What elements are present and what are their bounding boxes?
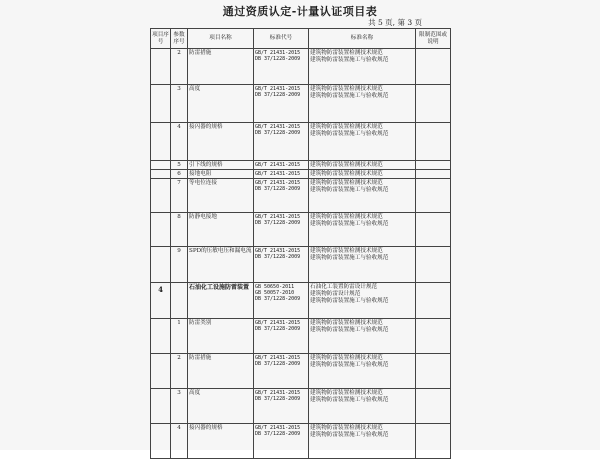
cell-limit xyxy=(416,49,451,85)
cell-param-no xyxy=(171,283,188,319)
std-name-line: 建筑物防雷装置施工与验收规范 xyxy=(310,297,389,304)
std-code-line: GB 50650-2011 xyxy=(255,284,295,290)
cell-std-name xyxy=(309,319,416,354)
cell-std-code xyxy=(254,213,309,247)
header-limit: 限制范围或说明 xyxy=(416,29,451,49)
std-code-line: DB 37/1228-2009 xyxy=(255,431,301,438)
cell-project-no xyxy=(151,389,171,424)
item-name-text: 等电位连接 xyxy=(189,180,217,186)
cell-param-no: 1 xyxy=(171,319,188,354)
std-name-line: 建筑物防雷装置施工与验收规范 xyxy=(310,254,389,261)
cell-limit xyxy=(416,354,451,389)
std-name-line: 建筑物防雷装置检测技术规范 xyxy=(310,390,383,396)
table-row xyxy=(151,213,451,247)
cell-param-no: 5 xyxy=(171,161,188,170)
std-code-line: GB/T 21431-2015 xyxy=(255,214,301,220)
std-code-line: GB/T 21431-2015 xyxy=(255,171,301,177)
std-code-line: GB/T 21431-2015 xyxy=(255,162,301,168)
cell-limit xyxy=(416,85,451,123)
std-code-line: DB 37/1228-2009 xyxy=(255,396,301,403)
std-name-line: 石油化工装置防雷设计规范 xyxy=(310,284,378,290)
cell-project-no xyxy=(151,123,171,161)
std-code-line: GB/T 21431-2015 xyxy=(255,50,301,56)
header-item-name: 项目名称 xyxy=(188,29,254,49)
cell-std-code xyxy=(254,49,309,85)
table-row xyxy=(151,424,451,459)
item-name-text: 引下线的规格 xyxy=(189,162,223,168)
std-code-line: DB 37/1228-2009 xyxy=(255,186,301,193)
cell-limit xyxy=(416,283,451,319)
cell-std-name xyxy=(309,170,416,179)
table-header-row xyxy=(151,29,451,49)
std-name-line: 建筑物防雷装置施工与验收规范 xyxy=(310,56,389,63)
table-row xyxy=(151,389,451,424)
cell-std-name xyxy=(309,123,416,161)
cell-std-name xyxy=(309,179,416,213)
cell-project-no xyxy=(151,161,171,170)
cell-std-name xyxy=(309,283,416,319)
std-name-line: 建筑物防雷装置检测技术规范 xyxy=(310,248,383,254)
std-code-line: GB/T 21431-2015 xyxy=(255,355,301,361)
cell-std-code xyxy=(254,424,309,459)
std-name-line: 建筑物防雷装置检测技术规范 xyxy=(310,355,383,361)
std-code-line: GB/T 21431-2015 xyxy=(255,248,301,254)
table-row xyxy=(151,319,451,354)
header-param-no: 参数序号 xyxy=(171,29,188,49)
cell-std-code xyxy=(254,247,309,283)
item-name-text: 接闪器的规格 xyxy=(189,425,223,431)
table-row xyxy=(151,49,451,85)
table-row xyxy=(151,247,451,283)
table-row xyxy=(151,123,451,161)
cell-item-name xyxy=(188,123,254,161)
item-name-text: SPD的压敏电压和漏电流 xyxy=(189,248,252,254)
std-name-line: 建筑物防雷设计规范 xyxy=(310,290,361,297)
std-code-line: DB 37/1228-2009 xyxy=(255,326,301,333)
std-name-line: 建筑物防雷装置检测技术规范 xyxy=(310,86,383,92)
table-row xyxy=(151,85,451,123)
std-name-line: 建筑物防雷装置施工与验收规范 xyxy=(310,361,389,368)
cell-item-name xyxy=(188,179,254,213)
std-code-line: GB/T 21431-2015 xyxy=(255,425,301,431)
cell-project-no xyxy=(151,354,171,389)
std-name-line: 建筑物防雷装置施工与验收规范 xyxy=(310,186,389,193)
std-code-line: GB/T 21431-2015 xyxy=(255,320,301,326)
cell-std-name xyxy=(309,213,416,247)
cell-std-code xyxy=(254,389,309,424)
std-name-line: 建筑物防雷装置检测技术规范 xyxy=(310,124,383,130)
item-name-text: 防雷措施 xyxy=(189,355,212,361)
cell-param-no: 4 xyxy=(171,424,188,459)
cell-item-name xyxy=(188,213,254,247)
cell-std-code xyxy=(254,123,309,161)
cell-param-no: 7 xyxy=(171,179,188,213)
cell-project-no xyxy=(151,424,171,459)
std-code-line: DB 37/1228-2009 xyxy=(255,254,301,261)
cell-limit xyxy=(416,319,451,354)
cell-std-code xyxy=(254,319,309,354)
table-row xyxy=(151,179,451,213)
cell-param-no: 3 xyxy=(171,389,188,424)
std-code-line: GB 50057-2010 xyxy=(255,290,295,297)
cell-project-no xyxy=(151,213,171,247)
std-code-line: DB 37/1228-2009 xyxy=(255,56,301,63)
std-name-line: 建筑物防雷装置检测技术规范 xyxy=(310,214,383,220)
cell-project-no: 4 xyxy=(151,283,171,319)
cell-param-no: 4 xyxy=(171,123,188,161)
cell-project-no xyxy=(151,247,171,283)
std-code-line: DB 37/1228-2009 xyxy=(255,361,301,368)
cell-limit xyxy=(416,389,451,424)
cell-std-name xyxy=(309,49,416,85)
header-std-name: 标准名称 xyxy=(309,29,416,49)
item-name-text: 防雷类别 xyxy=(189,320,212,326)
cell-param-no: 2 xyxy=(171,354,188,389)
cell-std-name xyxy=(309,85,416,123)
std-name-line: 建筑物防雷装置施工与验收规范 xyxy=(310,92,389,99)
std-code-line: GB/T 21431-2015 xyxy=(255,180,301,186)
cell-item-name xyxy=(188,354,254,389)
cell-param-no: 6 xyxy=(171,170,188,179)
item-name-text: 石油化工设施防雷装置 xyxy=(189,284,250,291)
std-code-line: DB 37/1228-2009 xyxy=(255,220,301,227)
cell-std-code xyxy=(254,161,309,170)
cell-item-name xyxy=(188,49,254,85)
cell-std-name xyxy=(309,389,416,424)
cell-std-code xyxy=(254,354,309,389)
cell-std-name xyxy=(309,424,416,459)
cell-limit xyxy=(416,213,451,247)
cell-item-name xyxy=(188,170,254,179)
std-name-line: 建筑物防雷装置检测技术规范 xyxy=(310,180,383,186)
cell-limit xyxy=(416,247,451,283)
cell-std-code xyxy=(254,283,309,319)
cell-std-name xyxy=(309,354,416,389)
cell-limit xyxy=(416,161,451,170)
cell-limit xyxy=(416,179,451,213)
cell-project-no xyxy=(151,85,171,123)
cell-item-name xyxy=(188,161,254,170)
cell-project-no xyxy=(151,179,171,213)
std-name-line: 建筑物防雷装置检测技术规范 xyxy=(310,320,383,326)
std-code-line: GB/T 21431-2015 xyxy=(255,86,301,92)
cell-project-no xyxy=(151,170,171,179)
std-code-line: GB/T 21431-2015 xyxy=(255,124,301,130)
cell-limit xyxy=(416,424,451,459)
header-std-code: 标准代号 xyxy=(254,29,309,49)
std-name-line: 建筑物防雷装置施工与验收规范 xyxy=(310,431,389,438)
cell-std-code xyxy=(254,179,309,213)
cell-item-name xyxy=(188,283,254,319)
project-table xyxy=(150,28,451,459)
cell-std-name xyxy=(309,247,416,283)
std-code-line: DB 37/1228-2009 xyxy=(255,92,301,99)
item-name-text: 高度 xyxy=(189,390,201,396)
item-name-text: 高度 xyxy=(189,86,201,92)
cell-param-no: 9 xyxy=(171,247,188,283)
cell-item-name xyxy=(188,247,254,283)
cell-limit xyxy=(416,123,451,161)
cell-item-name xyxy=(188,424,254,459)
cell-param-no: 2 xyxy=(171,49,188,85)
cell-item-name xyxy=(188,85,254,123)
item-name-text: 接闪器的规格 xyxy=(189,124,223,130)
cell-limit xyxy=(416,170,451,179)
cell-project-no xyxy=(151,49,171,85)
std-name-line: 建筑物防雷装置检测技术规范 xyxy=(310,162,383,168)
table-row xyxy=(151,170,451,179)
std-code-line: DB 37/1228-2009 xyxy=(255,296,301,303)
cell-param-no: 3 xyxy=(171,85,188,123)
table-row xyxy=(151,283,451,319)
cell-std-name xyxy=(309,161,416,170)
std-name-line: 建筑物防雷装置施工与验收规范 xyxy=(310,326,389,333)
page-title: 通过资质认定-计量认证项目表 xyxy=(222,5,378,18)
std-name-line: 建筑物防雷装置施工与验收规范 xyxy=(310,130,389,137)
cell-param-no: 8 xyxy=(171,213,188,247)
std-name-line: 建筑物防雷装置检测技术规范 xyxy=(310,171,383,177)
std-name-line: 建筑物防雷装置检测技术规范 xyxy=(310,425,383,431)
cell-std-code xyxy=(254,85,309,123)
std-code-line: GB/T 21431-2015 xyxy=(255,390,301,396)
std-name-line: 建筑物防雷装置施工与验收规范 xyxy=(310,396,389,403)
std-name-line: 建筑物防雷装置检测技术规范 xyxy=(310,50,383,56)
table-row xyxy=(151,161,451,170)
std-code-line: DB 37/1228-2009 xyxy=(255,130,301,137)
item-name-text: 防雷措施 xyxy=(189,50,212,56)
cell-project-no xyxy=(151,319,171,354)
cell-item-name xyxy=(188,319,254,354)
cell-item-name xyxy=(188,389,254,424)
std-name-line: 建筑物防雷装置施工与验收规范 xyxy=(310,220,389,227)
item-name-text: 接地电阻 xyxy=(189,171,212,177)
header-project-no: 项目序号 xyxy=(151,29,171,49)
table-row xyxy=(151,354,451,389)
page-info: 共 5 页, 第 3 页 xyxy=(368,18,422,27)
cell-std-code xyxy=(254,170,309,179)
item-name-text: 防静电接地 xyxy=(189,214,217,220)
